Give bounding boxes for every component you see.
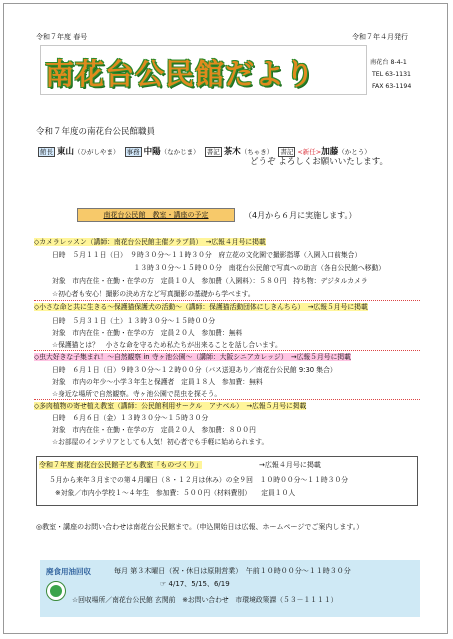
clerk2-reading: （かとう） [338,148,371,156]
kids-class-note: →広報４月号に掲載 [259,461,321,469]
event-line: 対象 市内在住・在勤・在学の方 定員１０人 参加費（入園料）：５８０円 持ち物：デジタルカメラ [52,277,368,285]
schedule-banner [77,208,235,222]
divider [34,350,420,351]
event-heading: ◇多肉植物の寄せ植え教室（講師：公民館利用サークル アナベル） →広報５月号に掲載 [34,402,307,410]
title-box [40,45,367,95]
event-line: 対象 市内の年少～小学３年生と保護者 定員１８人 参加費：無料 [52,378,263,386]
event-heading: ◇虫大好きな子集まれ！～自然観察 in 寺ヶ池公園～（講師：大阪シニアカレッジ） →広報５月号に掲載 [34,353,351,361]
deputy-name: 中陽 [143,147,161,157]
event-line: ☆お部屋のインテリアとしても人気！初心者でも手軽に始められます。 [52,438,269,446]
event-line: ☆保護猫とは？ 小さな命を守るため私たちが出来ることを話し合います。 [52,341,282,349]
kids-class-heading: 令和７年度 南花台公民館子ども教室「ものづくり」 [39,461,203,469]
event-line: 日時 ６月６日（金）１３時３０分～１５時３０分 [52,414,209,422]
divider [34,399,420,400]
event-line: ☆初心者も安心！撮影の決め方など写真撮影の基礎から学べます。 [52,290,255,298]
event-line: 対象 市内在住・在勤・在学の方 定員２０人 参加費：８００円 [52,426,256,434]
recycle-logo-icon [46,581,66,601]
oil-collection-schedule: 毎月 第３木曜日（祝・休日は原則営業） 午前１０時００分～１１時３０分 [114,567,351,575]
role-clerk1: 書記 [206,148,220,156]
issue-date: 令和７年４月発行 [352,33,408,41]
clerk1-reading: （ちゃき） [240,148,274,156]
event-line: 日時 ６月１日（日）９時３０分～１２時００分（バス送迎あり／南花台公民館 9:30 集合） [52,366,337,374]
role-clerk2: 書記 [280,148,294,156]
kids-class-line: ５月から来年３月までの第４月曜日（８・１２月は休み）の全９回 １０時００分～１１時３０分 [49,476,349,484]
event-line: ☆身近な場所で自然観察。寺ヶ池公園で昆虫を探そう。 [52,390,222,398]
address: 南花台 8-4-1 [370,59,407,66]
contact-note: ◎教室・講座のお問い合わせは南花台公民館まで。（申込開始日は広報、ホームページでご案内します。） [36,523,364,531]
clerk1-name: 茶木 [223,147,241,157]
oil-collection-box [40,560,420,617]
tel: TEL 63-1131 [372,71,411,78]
staff-heading: 令和７年度の南花台公民館職員 [36,127,156,137]
new-staff-badge: <新任> [297,148,322,156]
role-director: 館長 [40,148,53,156]
role-deputy: 事務 [126,148,140,156]
oil-collection-dates: ☞ 4/17、5/15、6/19 [160,580,230,588]
event-line: １３時３０分～１５時００分 南花台公民館で写真への助言（各自公民館へ移動） [52,264,386,272]
kids-class-line: ※対象／市内小学校１～４年生 参加費：５００円（材料費別） 定員１０人 [55,489,296,497]
oil-collection-place: ☆回収場所／南花台公民館 玄関前 ※お問い合わせ 市環境政策課（５３－１１１１） [72,596,338,604]
event-heading: ◇小さな命と共に生きる～保護猫保護犬の活動～（講師：保護猫活動団体にしきんちら） →広報５月号に掲載 [34,303,368,311]
issue-label: 令和７年度 春号 [36,33,88,41]
director-reading: （ひがしやま） [74,148,120,156]
event-line: 対象 市内在住・在勤・在学の方 定員２０人 参加費：無料 [52,329,243,337]
newsletter-title: 南花台公民館だより [45,57,316,91]
director-name: 東山 [57,147,75,157]
event-line: 日時 ５月１１日（日） ９時３０分～１１時３０分 府立花の文化園で撮影指導（入園入口前集合） [52,251,362,259]
fax: FAX 63-1194 [372,83,412,90]
event-heading: ◇カメラレッスン（講師：南花台公民館主催クラブ員） →広報４月号に掲載 [34,238,266,246]
event-line: 日時 ５月３１日（土）１３時３０分～１５時００分 [52,317,216,325]
schedule-banner-text: 南花台公民館 教室・講座の予定 [103,211,209,219]
deputy-reading: （なかじま） [160,148,200,156]
oil-collection-title: 廃食用油回収 [46,567,91,576]
schedule-note: （4月から６月に実施します。） [244,211,357,220]
clerk2-name: 加藤 [321,147,339,157]
staff-greeting: どうぞ よろしくお願いいたします。 [250,157,389,167]
divider [34,300,420,301]
kids-class-box [36,456,418,506]
